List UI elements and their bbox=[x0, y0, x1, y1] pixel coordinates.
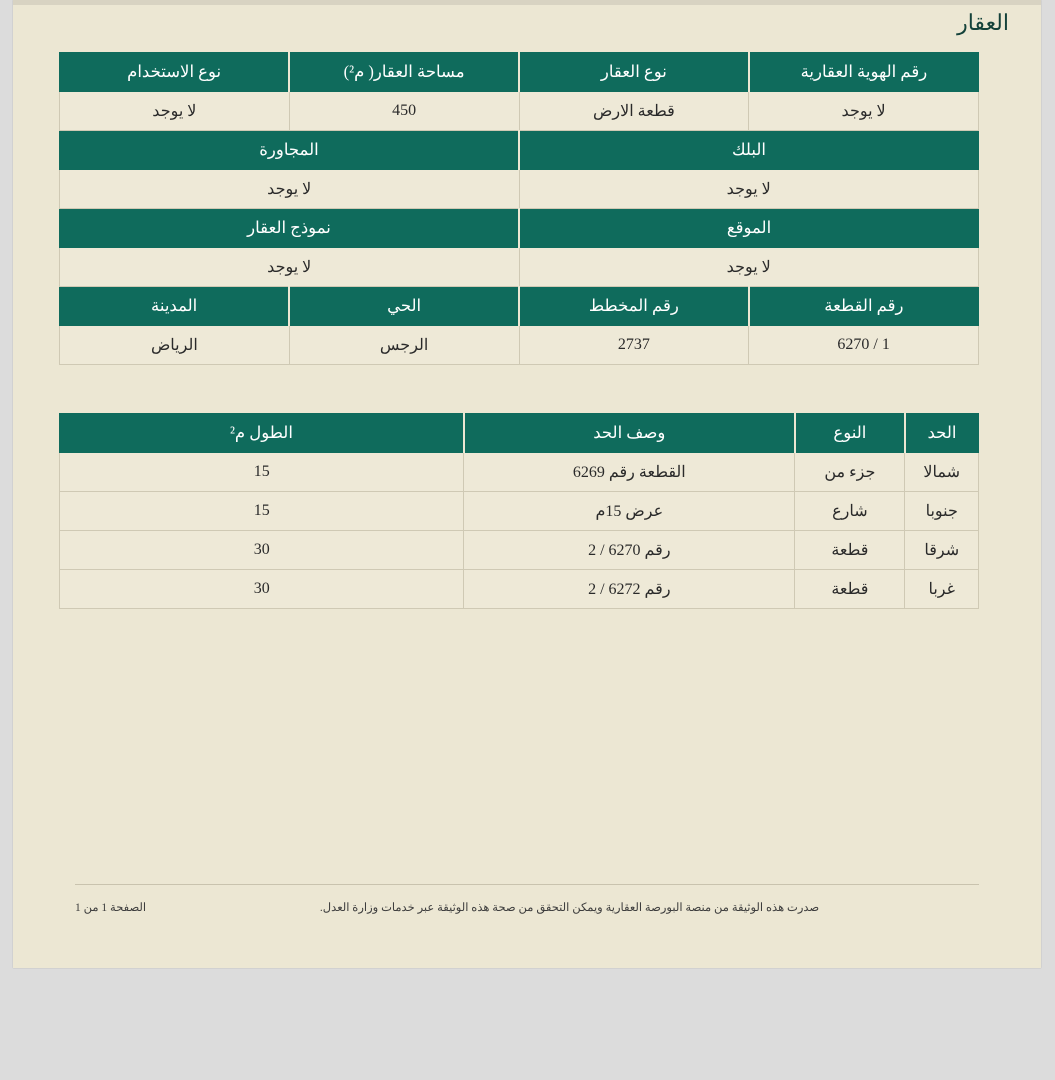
column-header-limit-type: النوع bbox=[795, 414, 905, 453]
cell-city: الرياض bbox=[60, 326, 290, 365]
table-row bbox=[60, 531, 979, 570]
column-header-usage-type: نوع الاستخدام bbox=[60, 53, 290, 92]
cell-usage-type: لا يوجد bbox=[60, 92, 290, 131]
cell-limit: غربا bbox=[905, 570, 979, 609]
table-row bbox=[60, 92, 979, 131]
cell-property-type: قطعة الارض bbox=[519, 92, 749, 131]
column-header-property-type: نوع العقار bbox=[519, 53, 749, 92]
cell-limit-type: قطعة bbox=[795, 531, 905, 570]
page-title: العقار bbox=[957, 10, 1009, 35]
table-row bbox=[60, 170, 979, 209]
cell-limit-length: 15 bbox=[60, 453, 464, 492]
footer-page-number: الصفحة 1 من 1 bbox=[75, 902, 147, 914]
table-row bbox=[60, 248, 979, 287]
column-header-location: الموقع bbox=[519, 209, 979, 248]
column-header-property-model: نموذج العقار bbox=[60, 209, 520, 248]
cell-plan-number: 2737 bbox=[519, 326, 749, 365]
cell-limit-description: رقم 6272 / 2 bbox=[464, 570, 795, 609]
table-header-row bbox=[60, 287, 979, 326]
column-header-parcel-number: رقم القطعة bbox=[749, 287, 979, 326]
cell-limit-description: رقم 6270 / 2 bbox=[464, 531, 795, 570]
boundaries-table bbox=[59, 413, 979, 609]
cell-parcel-number: 1 / 6270 bbox=[749, 326, 979, 365]
column-header-block: البلك bbox=[519, 131, 979, 170]
table-header-row bbox=[60, 414, 979, 453]
cell-property-area: 450 bbox=[289, 92, 519, 131]
column-header-limit-description: وصف الحد bbox=[464, 414, 795, 453]
column-header-limit-length: الطول م² bbox=[60, 414, 464, 453]
cell-limit-length: 15 bbox=[60, 492, 464, 531]
cell-limit: شرقا bbox=[905, 531, 979, 570]
table-row bbox=[60, 326, 979, 365]
cell-limit-description: عرض 15م bbox=[464, 492, 795, 531]
footer-note: صدرت هذه الوثيقة من منصة البورصة العقارية ويمكن التحقق من صحة هذه الوثيقة عبر خدمات وزارة العدل. bbox=[319, 902, 820, 914]
column-header-property-area: مساحة العقار( م²) bbox=[289, 53, 519, 92]
cell-district: الرجس bbox=[289, 326, 519, 365]
cell-limit-length: 30 bbox=[60, 531, 464, 570]
column-header-city: المدينة bbox=[60, 287, 290, 326]
table-header-row bbox=[60, 131, 979, 170]
column-header-property-id: رقم الهوية العقارية bbox=[749, 53, 979, 92]
cell-location: لا يوجد bbox=[519, 248, 979, 287]
cell-block: لا يوجد bbox=[519, 170, 979, 209]
cell-property-model: لا يوجد bbox=[60, 248, 520, 287]
cell-property-id: لا يوجد bbox=[749, 92, 979, 131]
table-header-row bbox=[60, 53, 979, 92]
cell-limit: شمالا bbox=[905, 453, 979, 492]
footer-divider bbox=[75, 884, 979, 885]
cell-limit: جنوبا bbox=[905, 492, 979, 531]
cell-limit-type: جزء من bbox=[795, 453, 905, 492]
cell-neighboring: لا يوجد bbox=[60, 170, 520, 209]
document-page bbox=[13, 0, 1041, 968]
table-row bbox=[60, 492, 979, 531]
column-header-neighboring: المجاورة bbox=[60, 131, 520, 170]
column-header-plan-number: رقم المخطط bbox=[519, 287, 749, 326]
cell-limit-type: شارع bbox=[795, 492, 905, 531]
cell-limit-type: قطعة bbox=[795, 570, 905, 609]
property-details-table bbox=[59, 52, 979, 365]
column-header-limit: الحد bbox=[905, 414, 979, 453]
page-top-strip bbox=[13, 0, 1041, 5]
table-header-row bbox=[60, 209, 979, 248]
column-header-district: الحي bbox=[289, 287, 519, 326]
cell-limit-length: 30 bbox=[60, 570, 464, 609]
table-row bbox=[60, 570, 979, 609]
page-footer bbox=[75, 896, 979, 918]
cell-limit-description: القطعة رقم 6269 bbox=[464, 453, 795, 492]
table-row bbox=[60, 453, 979, 492]
